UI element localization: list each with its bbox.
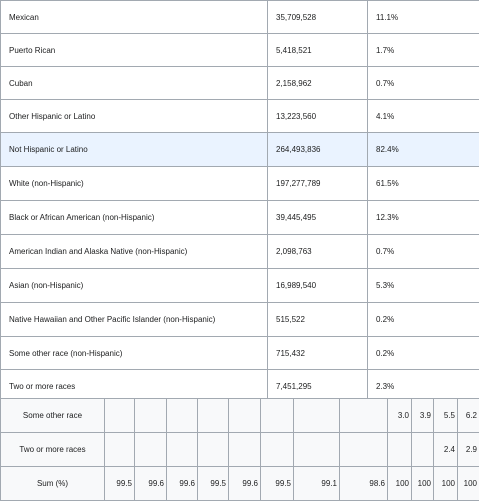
row-count: 16,989,540 — [268, 269, 368, 303]
history-cell: 100 — [412, 467, 434, 501]
table-row — [1, 1, 479, 34]
row-label: Black or African American (non-Hispanic) — [1, 201, 268, 235]
history-cell — [261, 433, 294, 467]
history-cell — [388, 433, 412, 467]
row-label: Some other race (non-Hispanic) — [1, 337, 268, 370]
table-row — [1, 34, 479, 67]
history-cell: 100 — [434, 467, 458, 501]
history-cell: 100 — [458, 467, 479, 501]
table-row — [1, 133, 479, 167]
row-label: Not Hispanic or Latino — [1, 133, 268, 167]
table-row — [1, 303, 479, 337]
row-count: 13,223,560 — [268, 100, 368, 133]
row-percent: 12.3% — [368, 201, 479, 235]
row-count: 35,709,528 — [268, 1, 368, 34]
history-cell — [105, 399, 135, 433]
history-cell: 98.6 — [340, 467, 388, 501]
history-cell: 3.0 — [388, 399, 412, 433]
history-cell — [261, 399, 294, 433]
table-row — [1, 167, 479, 201]
row-percent: 0.2% — [368, 337, 479, 370]
history-cell — [105, 433, 135, 467]
history-row-label: Sum (%) — [1, 467, 105, 501]
row-count: 715,432 — [268, 337, 368, 370]
history-cell: 99.5 — [105, 467, 135, 501]
history-cell: 99.6 — [135, 467, 167, 501]
history-cell — [229, 433, 261, 467]
row-label: Asian (non-Hispanic) — [1, 269, 268, 303]
row-label: Other Hispanic or Latino — [1, 100, 268, 133]
row-percent: 0.7% — [368, 235, 479, 269]
population-table-body — [1, 1, 479, 403]
row-label: Mexican — [1, 1, 268, 34]
row-label: Cuban — [1, 67, 268, 100]
history-table — [0, 398, 479, 501]
history-cell: 99.6 — [229, 467, 261, 501]
table-row — [1, 67, 479, 100]
history-row — [1, 399, 479, 433]
history-table-body — [1, 399, 479, 501]
history-cell: 2.9 — [458, 433, 479, 467]
history-cell: 6.2 — [458, 399, 479, 433]
row-count: 5,418,521 — [268, 34, 368, 67]
row-count: 197,277,789 — [268, 167, 368, 201]
table-row — [1, 337, 479, 370]
row-percent: 11.1% — [368, 1, 479, 34]
history-cell — [135, 399, 167, 433]
history-row-label: Two or more races — [1, 433, 105, 467]
history-row — [1, 433, 479, 467]
row-count: 39,445,495 — [268, 201, 368, 235]
row-count: 264,493,836 — [268, 133, 368, 167]
row-count: 2,158,962 — [268, 67, 368, 100]
row-count: 515,522 — [268, 303, 368, 337]
row-percent: 2.3% — [368, 370, 479, 403]
history-cell — [340, 433, 388, 467]
row-percent: 61.5% — [368, 167, 479, 201]
table-row — [1, 235, 479, 269]
history-cell: 5.5 — [434, 399, 458, 433]
history-row-label: Some other race — [1, 399, 105, 433]
history-cell: 99.5 — [261, 467, 294, 501]
row-percent: 5.3% — [368, 269, 479, 303]
history-cell — [294, 399, 340, 433]
history-cell — [198, 399, 229, 433]
history-cell — [412, 433, 434, 467]
row-percent: 1.7% — [368, 34, 479, 67]
row-label: Puerto Rican — [1, 34, 268, 67]
table-row — [1, 100, 479, 133]
history-cell — [167, 399, 198, 433]
row-percent: 0.2% — [368, 303, 479, 337]
history-cell — [294, 433, 340, 467]
row-count: 2,098,763 — [268, 235, 368, 269]
history-cell — [198, 433, 229, 467]
history-cell — [167, 433, 198, 467]
history-cell: 99.5 — [198, 467, 229, 501]
table-row — [1, 269, 479, 303]
row-percent: 0.7% — [368, 67, 479, 100]
row-label: Native Hawaiian and Other Pacific Islander (non-Hispanic) — [1, 303, 268, 337]
history-cell: 99.1 — [294, 467, 340, 501]
history-cell: 3.9 — [412, 399, 434, 433]
history-cell — [229, 399, 261, 433]
table-row — [1, 201, 479, 235]
row-label: Two or more races — [1, 370, 268, 403]
row-percent: 82.4% — [368, 133, 479, 167]
history-cell — [340, 399, 388, 433]
row-count: 7,451,295 — [268, 370, 368, 403]
row-percent: 4.1% — [368, 100, 479, 133]
history-cell: 2.4 — [434, 433, 458, 467]
history-cell — [135, 433, 167, 467]
history-cell: 100 — [388, 467, 412, 501]
history-row — [1, 467, 479, 501]
row-label: American Indian and Alaska Native (non-Hispanic) — [1, 235, 268, 269]
row-label: White (non-Hispanic) — [1, 167, 268, 201]
history-cell: 99.6 — [167, 467, 198, 501]
